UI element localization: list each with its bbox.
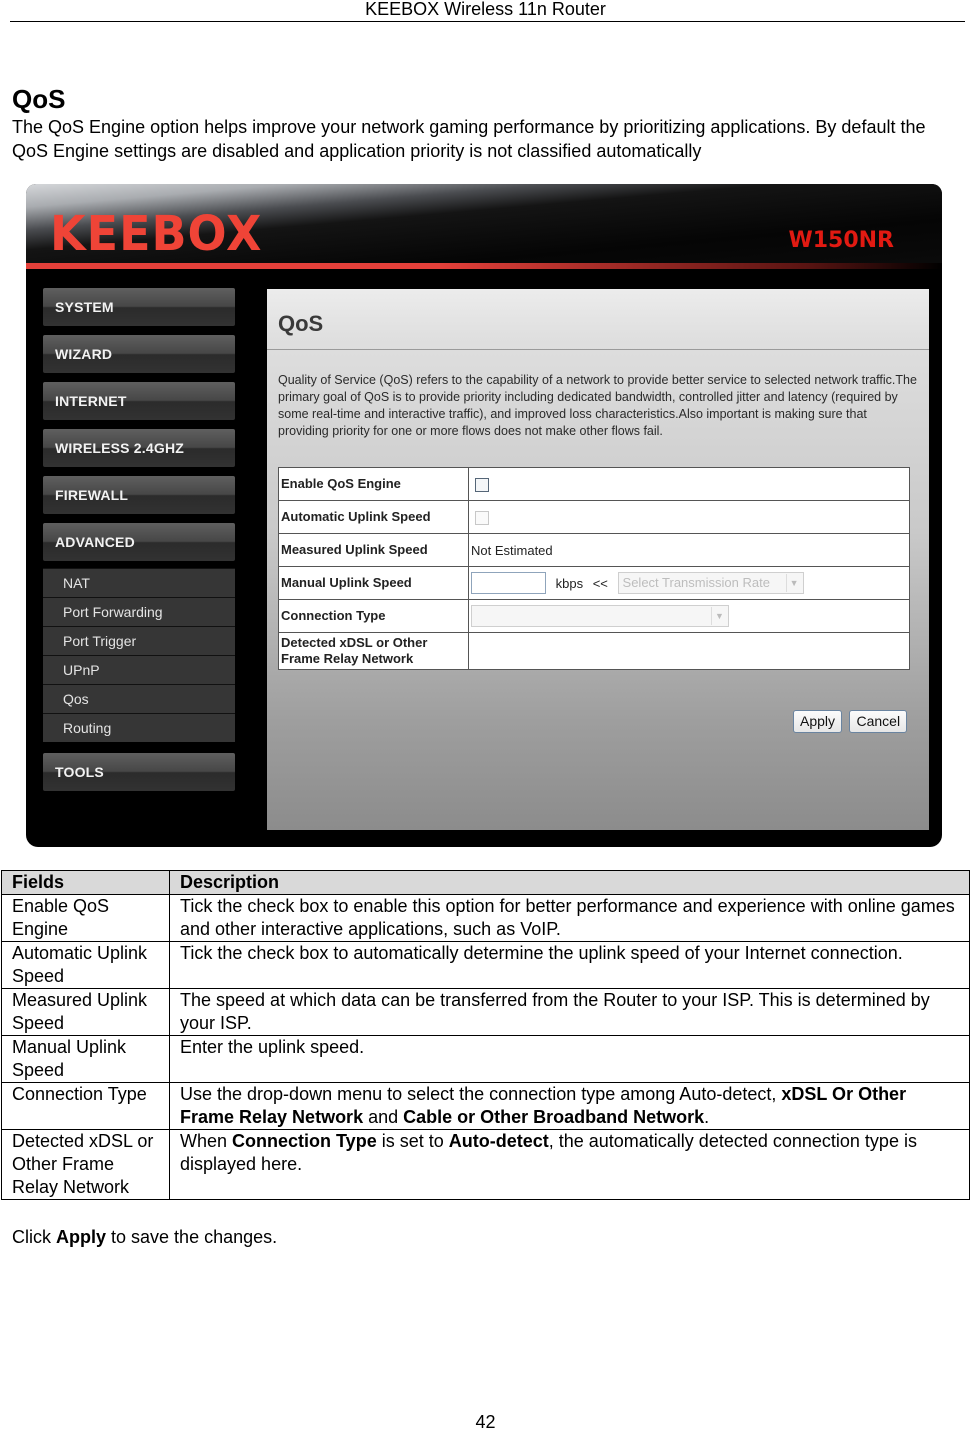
column-header-description: Description [170,871,970,895]
model-name: W150NR [788,228,894,253]
copy-rate-arrow: << [592,575,608,591]
table-row [2,1130,970,1200]
router-banner [26,184,942,269]
submenu-item-routing[interactable]: Routing [43,713,235,742]
column-header-fields: Fields [2,871,170,895]
header-divider [10,21,965,22]
note-text: to save the changes. [106,1227,278,1247]
field-description: Tick the check box to enable this option for better performance and experience with online games and other interactive applications, such as VoIP. [170,895,970,942]
table-row [2,989,970,1036]
field-description: Tick the check box to automatically determine the uplink speed of your Internet connection. [170,942,970,989]
fields-description-table [1,870,970,1200]
manual-uplink-label: Manual Uplink Speed [279,567,469,600]
table-row [2,1083,970,1130]
submenu-item-port-forwarding[interactable]: Port Forwarding [43,597,235,626]
router-ui-screenshot [26,184,942,847]
desc-bold: Connection Type [232,1131,377,1151]
submenu-item-nat[interactable]: NAT [43,568,235,597]
auto-uplink-checkbox[interactable] [475,511,489,525]
table-header-row [2,871,970,895]
kbps-unit-label: kbps [555,575,584,591]
document-header: KEEBOX Wireless 11n Router [365,0,606,19]
form-actions [793,710,910,733]
enable-qos-label: Enable QoS Engine [279,468,469,501]
desc-text: and [363,1107,404,1127]
intro-paragraph: The QoS Engine option helps improve your network gaming performance by prioritizing applications. By default the QoS Engine settings are disabled and application priority is not classified automatically [12,117,926,161]
sidebar-item-advanced[interactable]: ADVANCED [43,523,235,561]
desc-text: When [180,1131,233,1151]
sidebar-nav [43,288,235,800]
table-row [2,1036,970,1083]
field-description [170,1083,970,1130]
field-name: Automatic Uplink Speed [2,942,170,989]
brand-logo: KEEBOX [50,204,263,262]
field-name: Connection Type [2,1083,170,1130]
enable-qos-checkbox[interactable] [475,478,489,492]
auto-uplink-label: Automatic Uplink Speed [279,501,469,534]
transmission-rate-select[interactable] [618,572,804,594]
measured-uplink-label: Measured Uplink Speed [279,534,469,567]
submenu-item-qos[interactable]: Qos [43,684,235,713]
form-row-manual-uplink [279,567,910,600]
section-title: QoS [12,84,66,114]
desc-text: . [704,1107,710,1127]
measured-uplink-value: Not Estimated [469,534,910,567]
form-row-auto-uplink [279,501,910,534]
desc-text: , the automatically detected connection type is displayed here. [180,1131,917,1174]
chevron-down-icon: ▼ [786,574,802,592]
submenu-item-upnp[interactable]: UPnP [43,655,235,684]
sidebar-item-internet[interactable]: INTERNET [43,382,235,420]
manual-uplink-input[interactable] [471,572,546,594]
form-row-connection-type [279,600,910,633]
field-name: Measured Uplink Speed [2,989,170,1036]
cancel-button[interactable]: Cancel [849,710,907,733]
field-name: Detected xDSL or Other Frame Relay Network [2,1130,170,1200]
note-bold: Apply [56,1227,107,1247]
desc-bold: Cable or Other Broadband Network [403,1107,705,1127]
desc-text: is set to [376,1131,449,1151]
sidebar-item-wizard[interactable]: WIZARD [43,335,235,373]
field-name: Manual Uplink Speed [2,1036,170,1083]
field-description [170,1130,970,1200]
apply-button[interactable]: Apply [793,710,842,733]
table-row [2,895,970,942]
transmission-rate-placeholder: Select Transmission Rate [622,575,770,590]
detected-network-label: Detected xDSL or Other Frame Relay Network [279,633,469,670]
desc-bold: Auto-detect [448,1131,549,1151]
sidebar-item-tools[interactable]: TOOLS [43,753,235,791]
advanced-submenu [43,568,235,742]
field-name: Enable QoS Engine [2,895,170,942]
page-number: 42 [475,1412,496,1432]
chevron-down-icon: ▼ [711,607,727,625]
note-text: Click [12,1227,56,1247]
table-row [2,942,970,989]
qos-panel [267,289,929,830]
sidebar-item-system[interactable]: SYSTEM [43,288,235,326]
detected-network-value [469,633,910,670]
sidebar-item-wireless[interactable]: WIRELESS 2.4GHZ [43,429,235,467]
desc-bold: xDSL Or Other Frame Relay Network [180,1084,907,1127]
connection-type-label: Connection Type [279,600,469,633]
desc-text: Use the drop-down menu to select the connection type among Auto-detect, [180,1084,782,1104]
apply-instruction [12,1227,277,1248]
panel-description: Quality of Service (QoS) refers to the capability of a network to provide better service to selected network traffic.The primary goal of QoS is to provide priority including dedicated bandwidth, controlled jitter and latency (required by some real-time and interactive traffic), and improved loss characteristics.Also important is making sure that providing priority for one or more flows does not make other flows fail. [278,373,917,438]
sidebar-item-firewall[interactable]: FIREWALL [43,476,235,514]
form-row-measured-uplink [279,534,910,567]
form-row-enable-qos [279,468,910,501]
panel-title: QoS [267,289,929,350]
submenu-item-port-trigger[interactable]: Port Trigger [43,626,235,655]
field-description: Enter the uplink speed. [170,1036,970,1083]
qos-form [278,467,910,670]
connection-type-select[interactable] [471,605,729,627]
form-row-detected-network [279,633,910,670]
field-description: The speed at which data can be transferred from the Router to your ISP. This is determined by your ISP. [170,989,970,1036]
